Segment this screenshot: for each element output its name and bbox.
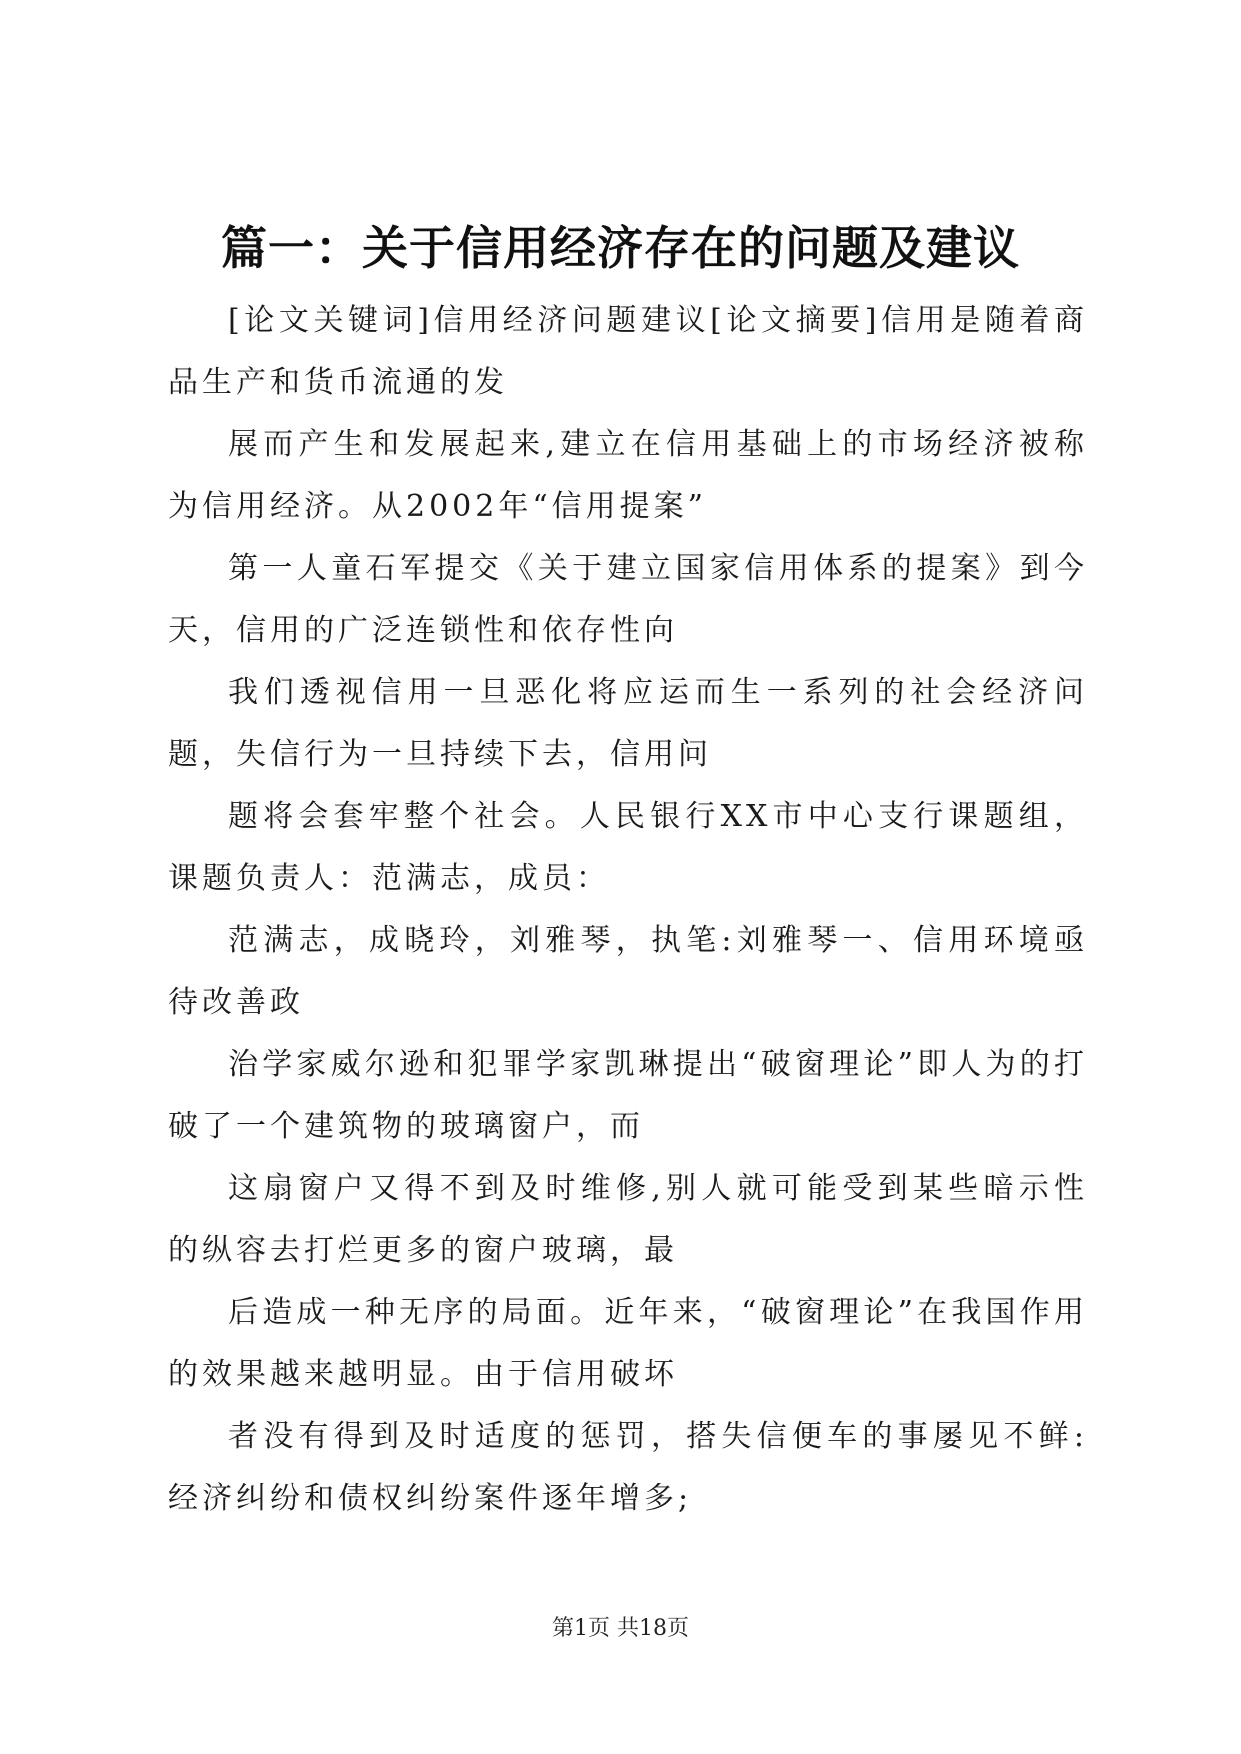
document-body <box>168 290 1088 1530</box>
document-title: 篇一：关于信用经济存在的问题及建议 <box>221 221 1020 275</box>
paragraph: 治学家威尔逊和犯罪学家凯琳提出“破窗理论”即人为的打破了一个建筑物的玻璃窗户，而 <box>168 1047 1088 1144</box>
page-number-footer: 第1页 共18页 <box>552 1616 689 1641</box>
paragraph: 者没有得到及时适度的惩罚，搭失信便车的事屡见不鲜:经济纠纷和债权纠纷案件逐年增多; <box>168 1419 1088 1516</box>
paragraph: 范满志，成晓玲，刘雅琴，执笔:刘雅琴一、信用环境亟待改善政 <box>168 923 1088 1020</box>
paragraph: 后造成一种无序的局面。近年来，“破窗理论”在我国作用的效果越来越明显。由于信用破坏 <box>168 1295 1088 1392</box>
paragraph: [论文关键词]信用经济问题建议[论文摘要]信用是随着商品生产和货币流通的发 <box>168 303 1088 400</box>
paragraph: 题将会套牢整个社会。人民银行XX市中心支行课题组，课题负责人：范满志，成员： <box>168 799 1088 896</box>
paragraph: 第一人童石军提交《关于建立国家信用体系的提案》到今天，信用的广泛连锁性和依存性向 <box>168 551 1088 648</box>
paragraph: 这扇窗户又得不到及时维修,别人就可能受到某些暗示性的纵容去打烂更多的窗户玻璃，最 <box>168 1171 1088 1268</box>
paragraph: 我们透视信用一旦恶化将应运而生一系列的社会经济问题，失信行为一旦持续下去，信用问 <box>168 675 1088 772</box>
paragraph: 展而产生和发展起来,建立在信用基础上的市场经济被称为信用经济。从2002年“信用提案” <box>168 427 1088 524</box>
